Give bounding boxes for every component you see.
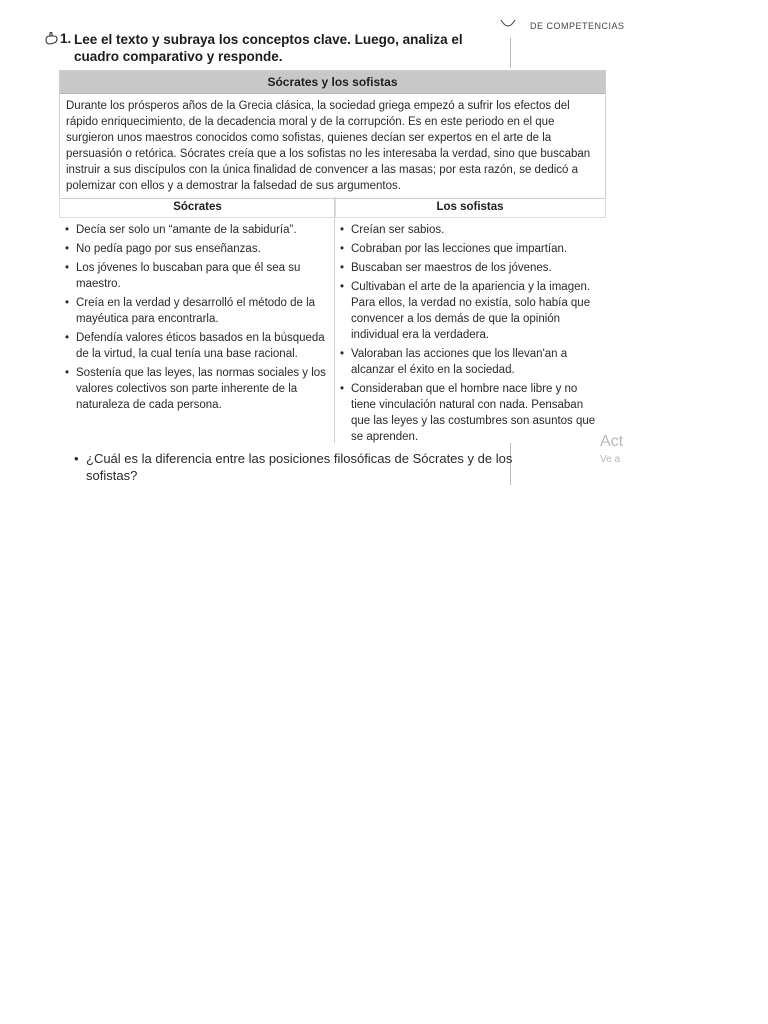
- instruction-text: Lee el texto y subraya los conceptos clave. Luego, analiza el cuadro comparativo y responde.: [74, 32, 463, 64]
- sophists-column-header: Los sofistas: [335, 197, 606, 218]
- competence-label: DE COMPETENCIAS: [530, 21, 625, 31]
- list-item: • Creía en la verdad y desarrolló el método de la mayéutica para encontrarla.: [64, 295, 330, 327]
- watermark-line-2: Ve a: [600, 454, 621, 465]
- reading-text: Durante los prósperos años de la Grecia clásica, la sociedad griega empezó a sufrir los efectos del rápido enriquecimiento, de la decadencia moral y de la corrupción. Es en este periodo en el que surgieron unos maestros conocidos como sofistas, quienes decían ser expertos en el arte de la persuasión o retórica. Sócrates creía que a los sofistas no les interesaba la verdad, sino que buscaban instruir a sus discípulos con la única finalidad de convencer a las masas; por esta razón, se dedicó a polemizar con ellos y a demostrar la falsedad de sus argumentos.: [66, 100, 591, 192]
- list-item: • Defendía valores éticos basados en la búsqueda de la virtud, la cual tenía una base racional.: [64, 330, 330, 362]
- competence-icon: [499, 18, 517, 32]
- instruction-number: 1.: [60, 31, 72, 46]
- list-item: • Consideraban que el hombre nace libre y no tiene vinculación natural con nada. Pensaban que las leyes y las costumbres son asuntos que se aprenden.: [339, 381, 601, 445]
- socrates-list: [64, 222, 330, 416]
- list-item: • Valoraban las acciones que los llevan'an a alcanzar el éxito en la sociedad.: [339, 346, 601, 378]
- list-item: • No pedía pago por sus enseñanzas.: [64, 241, 330, 257]
- margin-rule: [510, 38, 511, 68]
- list-item: • Decía ser solo un “amante de la sabiduría”.: [64, 222, 330, 238]
- list-item: • Creían ser sabios.: [339, 222, 601, 238]
- list-item: • Buscaban ser maestros de los jóvenes.: [339, 260, 601, 276]
- hand-pointer-icon: [44, 31, 60, 47]
- socrates-column-header: Sócrates: [59, 197, 336, 218]
- list-item: • Cultivaban el arte de la apariencia y la imagen. Para ellos, la verdad no existía, solo había que convencer a los demás de que la opinión individual era la verdadera.: [339, 279, 601, 343]
- reading-title: Sócrates y los sofistas: [60, 71, 605, 94]
- list-item: • Cobraban por las lecciones que impartían.: [339, 241, 601, 257]
- list-item: • Sostenía que las leyes, las normas sociales y los valores colectivos son parte inherente de la naturaleza de cada persona.: [64, 365, 330, 413]
- sophists-list: [339, 222, 601, 448]
- column-divider: [334, 197, 335, 443]
- reading-box: [59, 70, 606, 199]
- question-text: • ¿Cuál es la diferencia entre las posiciones filosóficas de Sócrates y de los sofistas?: [74, 450, 516, 484]
- watermark-line-1: Act: [600, 433, 624, 450]
- list-item: • Los jóvenes lo buscaban para que él sea su maestro.: [64, 260, 330, 292]
